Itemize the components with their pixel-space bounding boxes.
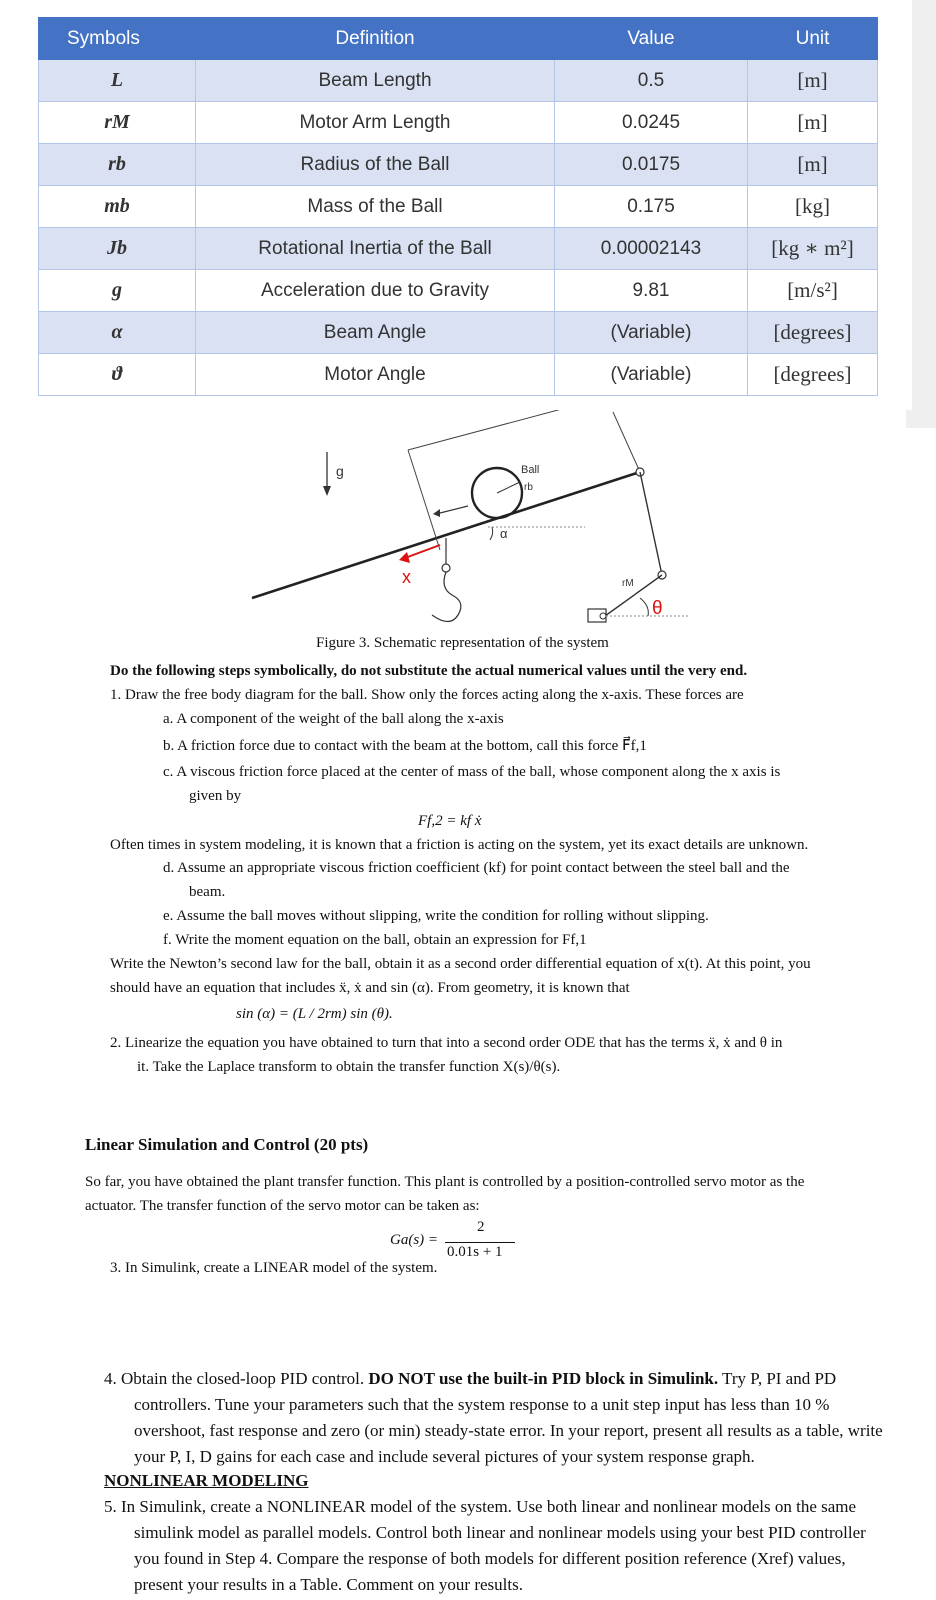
newton-paragraph-2: should have an equation that includes ẍ, ẋ and sin (α). From geometry, it is known that bbox=[110, 980, 630, 996]
value-cell: 0.175 bbox=[555, 186, 748, 228]
table-row bbox=[39, 270, 878, 312]
dimension-tick-right bbox=[613, 412, 640, 472]
definition-cell: Acceleration due to Gravity bbox=[196, 270, 555, 312]
table-row bbox=[39, 186, 878, 228]
value-cell: (Variable) bbox=[555, 312, 748, 354]
linear-paragraph-1: So far, you have obtained the plant transfer function. This plant is controlled by a position-controlled servo motor as the bbox=[85, 1174, 805, 1190]
instruction-intro: Do the following steps symbolically, do not substitute the actual numerical values until the very end. bbox=[110, 663, 748, 679]
symbol-cell: ϑ bbox=[39, 354, 196, 396]
step-5-line-3: you found in Step 4. Compare the response of both models for different position reference (Xref) values, bbox=[134, 1549, 846, 1568]
theta-arc bbox=[640, 598, 648, 616]
definition-cell: Beam Length bbox=[196, 60, 555, 102]
symbol-cell: rb bbox=[39, 144, 196, 186]
ball-radius bbox=[497, 482, 520, 493]
schematic-figure bbox=[0, 410, 906, 635]
step-5-line-2: simulink model as parallel models. Control both linear and nonlinear models using your best PID controller bbox=[134, 1523, 866, 1542]
dimension-tick-left bbox=[408, 450, 440, 550]
alpha-label: α bbox=[500, 526, 508, 541]
parameter-table bbox=[38, 17, 878, 396]
theta-label: θ bbox=[652, 598, 663, 619]
table-row bbox=[39, 144, 878, 186]
symbol-cell: rM bbox=[39, 102, 196, 144]
symbol-cell: L bbox=[39, 60, 196, 102]
x-axis-label: x bbox=[402, 567, 411, 587]
step-1: 1. Draw the free body diagram for the ball. Show only the forces acting along the x-axis. These forces are bbox=[110, 687, 744, 703]
step-1a: a. A component of the weight of the ball along the x-axis bbox=[163, 711, 504, 727]
nonlinear-heading: NONLINEAR MODELING bbox=[104, 1471, 309, 1490]
gravity-arrowhead bbox=[323, 486, 331, 496]
linear-heading: Linear Simulation and Control (20 pts) bbox=[85, 1135, 369, 1154]
alpha-arc bbox=[490, 527, 493, 540]
gravity-label: g bbox=[336, 463, 344, 479]
value-cell: 9.81 bbox=[555, 270, 748, 312]
table-row bbox=[39, 102, 878, 144]
definition-cell: Motor Arm Length bbox=[196, 102, 555, 144]
symbol-cell: Jb bbox=[39, 228, 196, 270]
beam bbox=[252, 472, 640, 598]
unit-cell: [kg ∗ m²] bbox=[748, 228, 878, 270]
step-1e: e. Assume the ball moves without slipping, write the condition for rolling without slipping. bbox=[163, 908, 709, 924]
symbol-cell: mb bbox=[39, 186, 196, 228]
step-1b: b. A friction force due to contact with the beam at the bottom, call this force F⃗f,1 bbox=[163, 738, 647, 754]
motor-arm-label: rM bbox=[622, 578, 634, 589]
paragraph-often: Often times in system modeling, it is known that a friction is acting on the system, yet its exact details are unknown. bbox=[110, 837, 809, 853]
table-row bbox=[39, 228, 878, 270]
table-row bbox=[39, 60, 878, 102]
step-5-line-1: 5. In Simulink, create a NONLINEAR model of the system. Use both linear and nonlinear models on the same bbox=[104, 1497, 857, 1516]
dimension-line bbox=[408, 410, 588, 450]
table-header-row bbox=[39, 18, 878, 60]
step-1d: d. Assume an appropriate viscous friction coefficient (kf) for point contact between the steel ball and the bbox=[163, 860, 790, 876]
unit-cell: [m/s²] bbox=[748, 270, 878, 312]
value-cell: 0.00002143 bbox=[555, 228, 748, 270]
ball-radius-label: rb bbox=[524, 482, 533, 493]
header-unit: Unit bbox=[748, 18, 878, 60]
newton-paragraph-1: Write the Newton’s second law for the ball, obtain it as a second order differential equation of x(t). At this point, you bbox=[110, 956, 811, 972]
unit-cell: [m] bbox=[748, 144, 878, 186]
step-4-text-a: 4. Obtain the closed-loop PID control. bbox=[104, 1369, 369, 1388]
step-4-line-4: your P, I, D gains for each case and include several pictures of your system response graph. bbox=[134, 1447, 755, 1466]
step-4-warning: DO NOT use the built-in PID block in Simulink. bbox=[368, 1369, 719, 1388]
step-1c: c. A viscous friction force placed at the center of mass of the ball, whose component along the x axis is bbox=[163, 764, 781, 780]
value-cell: 0.5 bbox=[555, 60, 748, 102]
step-5-line-4: present your results in a Table. Comment on your results. bbox=[134, 1575, 523, 1594]
transfer-fraction-bar bbox=[445, 1242, 515, 1243]
definition-cell: Mass of the Ball bbox=[196, 186, 555, 228]
parameter-table-region bbox=[0, 0, 912, 410]
step-4-text-c: Try P, PI and PD bbox=[718, 1369, 837, 1388]
transfer-lhs: Ga(s) = bbox=[390, 1232, 439, 1248]
force-arrowhead bbox=[433, 509, 440, 517]
header-symbols: Symbols bbox=[39, 18, 196, 60]
unit-cell: [m] bbox=[748, 60, 878, 102]
transfer-numerator: 2 bbox=[477, 1219, 485, 1235]
unit-cell: [degrees] bbox=[748, 354, 878, 396]
ball-label: Ball bbox=[521, 464, 540, 476]
step-2: 2. Linearize the equation you have obtained to turn that into a second order ODE that has the terms ẍ, ẋ and θ in bbox=[110, 1035, 783, 1051]
table-row bbox=[39, 312, 878, 354]
value-cell: 0.0245 bbox=[555, 102, 748, 144]
header-value: Value bbox=[555, 18, 748, 60]
symbol-cell: α bbox=[39, 312, 196, 354]
step-3: 3. In Simulink, create a LINEAR model of the system. bbox=[110, 1260, 438, 1276]
linkage-rod bbox=[640, 472, 662, 575]
value-cell: (Variable) bbox=[555, 354, 748, 396]
document-section-continued bbox=[0, 1260, 936, 1600]
definition-cell: Motor Angle bbox=[196, 354, 555, 396]
force-arrow bbox=[440, 506, 468, 513]
equation-geometry: sin (α) = (L / 2rm) sin (θ). bbox=[236, 1006, 393, 1022]
step-2-cont: it. Take the Laplace transform to obtain the transfer function X(s)/θ(s). bbox=[137, 1059, 561, 1075]
step-4-line-1 bbox=[104, 1366, 836, 1392]
pivot-spring bbox=[432, 572, 461, 622]
pivot-joint bbox=[442, 564, 450, 572]
unit-cell: [kg] bbox=[748, 186, 878, 228]
definition-cell: Radius of the Ball bbox=[196, 144, 555, 186]
step-1f: f. Write the moment equation on the ball, obtain an expression for Ff,1 bbox=[163, 932, 587, 948]
transfer-denominator: 0.01s + 1 bbox=[447, 1244, 503, 1260]
motor-shaft bbox=[600, 613, 606, 619]
step-1c-cont: given by bbox=[189, 788, 242, 804]
unit-cell: [degrees] bbox=[748, 312, 878, 354]
definition-cell: Rotational Inertia of the Ball bbox=[196, 228, 555, 270]
step-4-line-2: controllers. Tune your parameters such that the system response to a unit step input has less than 10 % bbox=[134, 1395, 830, 1414]
x-axis-arrowhead bbox=[399, 552, 410, 563]
document-section bbox=[0, 410, 906, 1270]
linear-paragraph-2: actuator. The transfer function of the servo motor can be taken as: bbox=[85, 1198, 480, 1214]
header-definition: Definition bbox=[196, 18, 555, 60]
equation-viscous-friction: Ff,2 = kf ẋ bbox=[418, 813, 482, 829]
figure-caption: Figure 3. Schematic representation of the system bbox=[316, 635, 609, 651]
definition-cell: Beam Angle bbox=[196, 312, 555, 354]
table-row bbox=[39, 354, 878, 396]
unit-cell: [m] bbox=[748, 102, 878, 144]
step-4-line-3: overshoot, fast response and zero (or min) steady-state error. In your report, present all results as a table, write bbox=[134, 1421, 883, 1440]
step-1d-cont: beam. bbox=[189, 884, 226, 900]
scan-margin bbox=[912, 0, 936, 410]
value-cell: 0.0175 bbox=[555, 144, 748, 186]
symbol-cell: g bbox=[39, 270, 196, 312]
